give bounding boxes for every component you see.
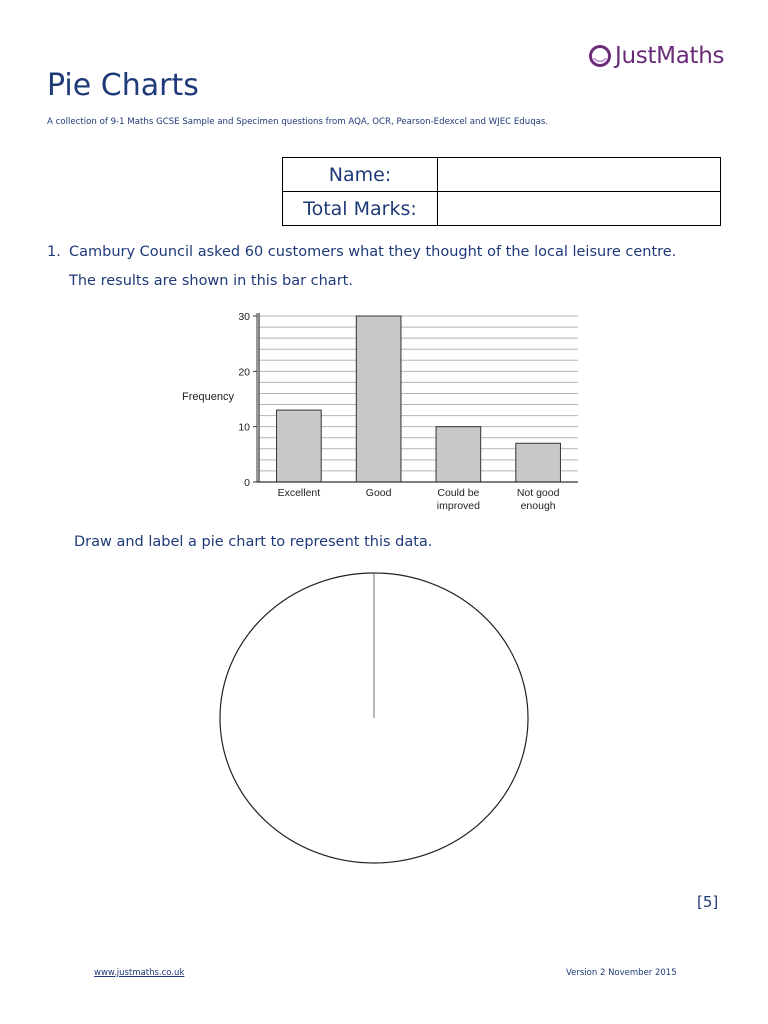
y-tick-label: 20 xyxy=(238,366,250,379)
x-tick-label: improved xyxy=(436,500,480,512)
question-text-line1: Cambury Council asked 60 customers what they thought of the local leisure centre. xyxy=(69,244,677,260)
total-marks-label: Total Marks: xyxy=(283,192,438,226)
total-marks-field[interactable] xyxy=(438,192,721,226)
bar xyxy=(516,443,561,482)
y-tick-label: 30 xyxy=(238,311,250,323)
x-tick-label: Not good xyxy=(516,487,560,499)
page-title: Pie Charts xyxy=(47,68,199,103)
question-number: 1. xyxy=(47,244,61,260)
justmaths-logo xyxy=(588,40,724,72)
x-tick-label: enough xyxy=(520,500,556,512)
info-table xyxy=(282,157,721,226)
bar xyxy=(436,427,481,482)
page-subtitle: A collection of 9-1 Maths GCSE Sample and Specimen questions from AQA, OCR, Pearson-Edexcel and WJEC Eduqas. xyxy=(47,117,549,127)
logo-text: JustMaths xyxy=(615,43,725,69)
x-tick-label: Good xyxy=(365,487,392,499)
y-tick-label: 0 xyxy=(244,477,250,489)
y-tick-label: 10 xyxy=(238,421,250,434)
frequency-bar-chart xyxy=(175,305,585,515)
name-label: Name: xyxy=(283,158,438,192)
chart-bars xyxy=(277,316,561,482)
name-field[interactable] xyxy=(438,158,721,192)
bar xyxy=(277,410,322,482)
y-axis-label: Frequency xyxy=(182,391,234,403)
pie-instruction: Draw and label a pie chart to represent this data. xyxy=(74,534,433,550)
footer-website-link[interactable]: www.justmaths.co.uk xyxy=(94,968,185,978)
x-tick-label: Could be xyxy=(437,487,480,499)
total-marks-row xyxy=(283,192,721,226)
question-marks: [5] xyxy=(697,893,719,911)
footer-version: Version 2 November 2015 xyxy=(566,968,677,978)
logo-circle-icon xyxy=(588,44,612,68)
question-text-line2: The results are shown in this bar chart. xyxy=(69,273,353,289)
name-row xyxy=(283,158,721,192)
pie-chart-template[interactable] xyxy=(215,568,535,868)
bar xyxy=(356,316,401,482)
x-tick-label: Excellent xyxy=(277,487,321,499)
